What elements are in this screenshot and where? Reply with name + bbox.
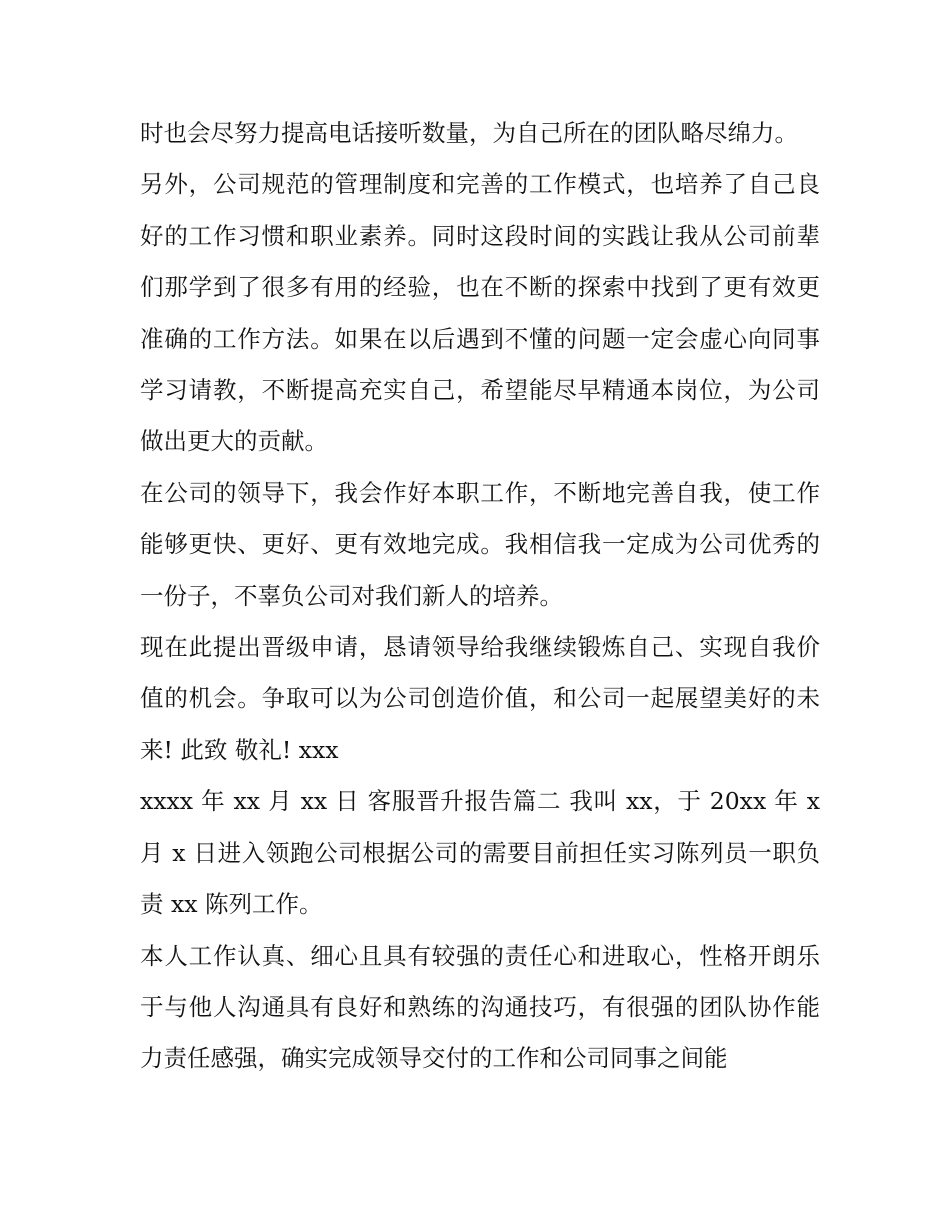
paragraph-1: 时也会尽努力提高电话接听数量，为自己所在的团队略尽绵力。 [140,119,798,147]
paragraph-2: 另外，公司规范的管理制度和完善的工作模式，也培养了自己良好的工作习惯和职业素养。同时这段时间的实践让我从公司前辈们那学到了很多有用的经验，也在不断的探索中找到了更有效更准确的工作方法。如果在以后遇到不懂的问题一定会虚心向同事学习请教，不断提高充实自己，希望能尽早精通本岗位，为公司做出更大的贡献。 [140,170,820,456]
document-body [140,108,820,1085]
paragraph-4: 现在此提出晋级申请，恳请领导给我继续锻炼自己、实现自我价值的机会。争取可以为公司创造价值，和公司一起展望美好的未来! 此致 敬礼! xxx [140,633,820,764]
paragraph-3: 在公司的领导下，我会作好本职工作，不断地完善自我，使工作能够更快、更好、更有效地完成。我相信我一定成为公司优秀的一份子，不辜负公司对我们新人的培养。 [140,478,820,610]
paragraph-5: xxxx 年 xx 月 xx 日 客服晋升报告篇二 我叫 xx，于 20xx 年 x 月 x 日进入领跑公司根据公司的需要目前担任实习陈列员一职负责 xx 陈列工作。 [140,787,820,919]
paragraph-6: 本人工作认真、细心且具有较强的责任心和进取心，性格开朗乐于与他人沟通具有良好和熟练的沟通技巧，有很强的团队协作能力责任感强，确实完成领导交付的工作和公司同事之间能 [140,941,820,1073]
